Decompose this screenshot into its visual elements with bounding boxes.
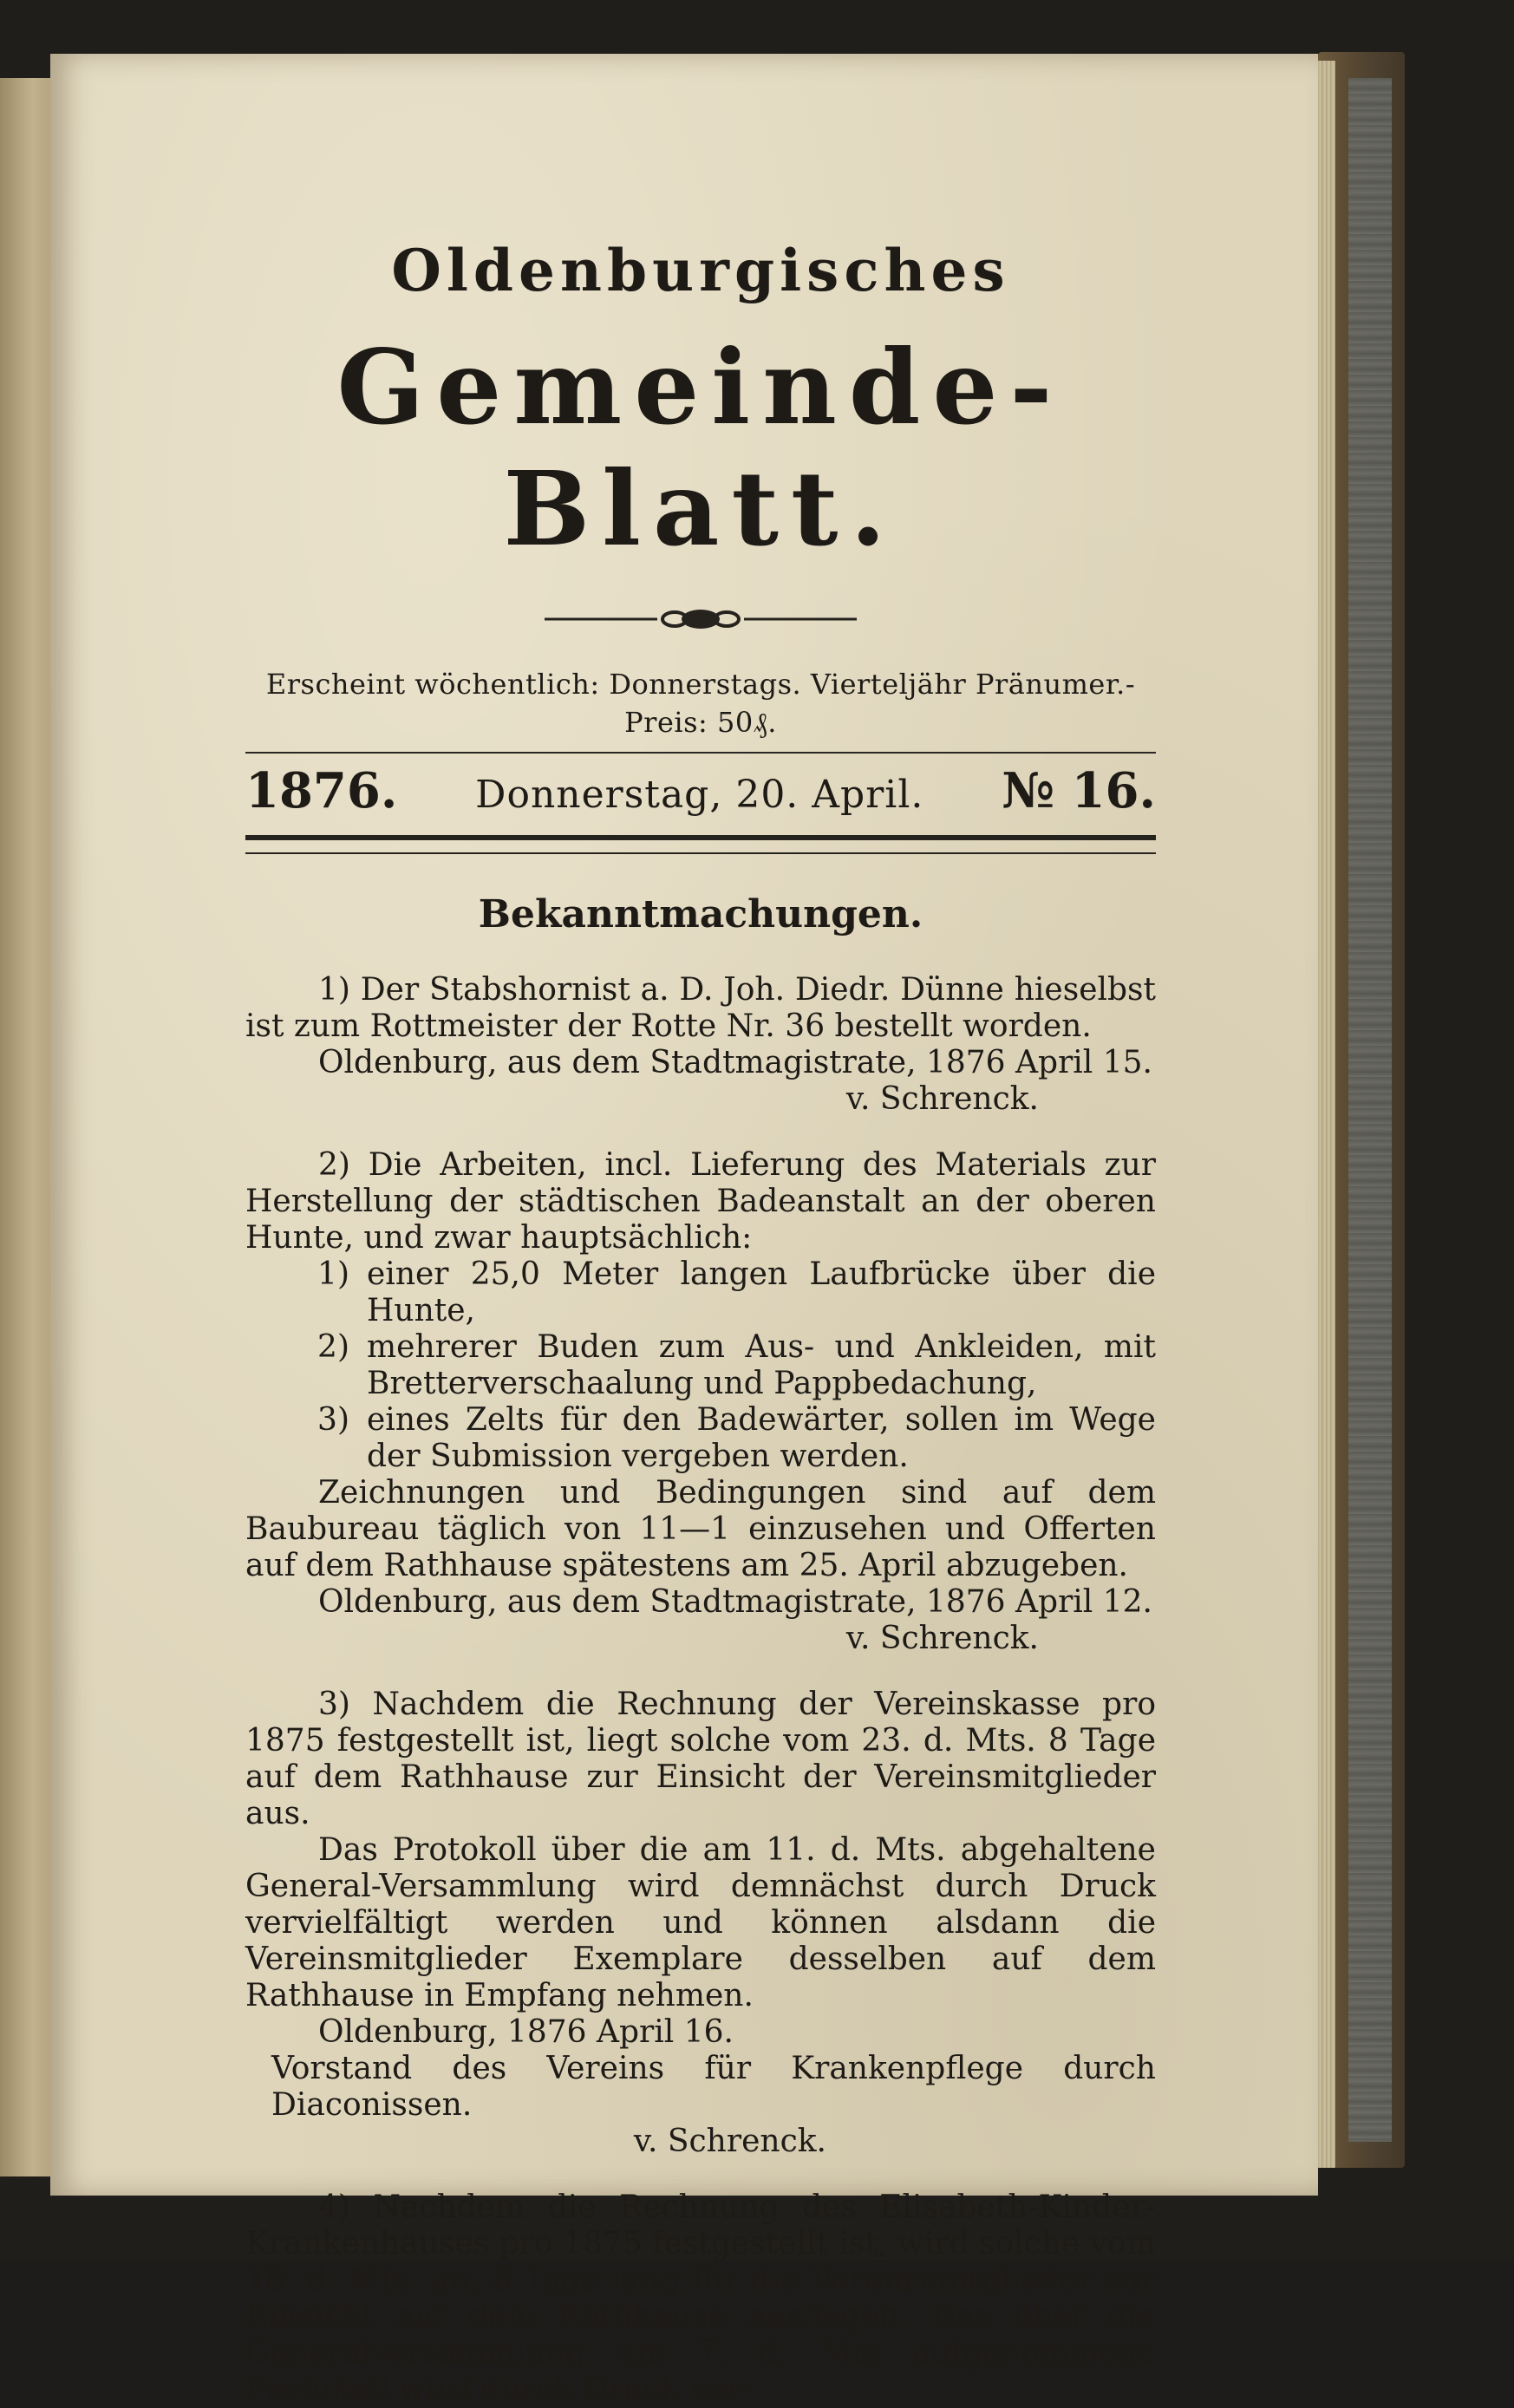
list-item-number: 2): [317, 1329, 349, 1365]
list-item-text: einer 25,0 Meter langen Laufbrücke über die Hunte,: [367, 1256, 1156, 1328]
list-item-number: 3): [317, 1402, 349, 1438]
notice-1-place-date: Oldenburg, aus dem Stadtmagistrate, 1876 April 15.: [318, 1045, 1152, 1080]
notice-2-intro: 2) Die Arbeiten, incl. Lieferung des Materials zur Herstellung der städtischen Badeanstalt an der oberen Hunte, und zwar hauptsächlich:: [245, 1147, 1156, 1256]
issue-year: 1876.: [245, 762, 398, 819]
page-content: [245, 232, 1156, 2408]
list-item: [245, 1402, 1156, 1475]
notice-1: [245, 972, 1156, 1118]
section-title: Bekanntmachungen.: [478, 892, 923, 936]
list-item-number: 1): [317, 1256, 349, 1292]
list-item-text: eines Zelts für den Badewärter, sollen im Wege der Submission vergeben werden.: [367, 1402, 1156, 1474]
issue-dateline: [245, 762, 1156, 823]
notice-1-signature: v. Schrenck.: [845, 1081, 1039, 1117]
issue-number: № 16.: [1002, 762, 1156, 819]
spacer: [245, 2160, 1156, 2189]
spacer: [245, 1657, 1156, 1687]
notice-3: [245, 1687, 1156, 2160]
notice-3-board: Vorstand des Vereins für Krankenpflege durch Diaconissen.: [271, 2051, 1156, 2123]
list-item-text: mehrerer Buden zum Aus- und Ankleiden, mit Bretterverschaalung und Pappbedachung,: [367, 1329, 1156, 1401]
issue-date: Donnerstag, 20. April.: [475, 773, 924, 817]
notice-2-body: Zeichnungen und Bedingungen sind auf dem Baubureau täglich von 11—1 einzusehen und Offerten auf dem Rathhause spätestens am 25. April abzugeben.: [245, 1475, 1156, 1583]
notice-4: [245, 2189, 1156, 2408]
book-spine: [1348, 78, 1392, 2142]
notice-3-signature: v. Schrenck.: [633, 2124, 826, 2159]
notices-body: [245, 972, 1156, 2408]
list-item: [245, 1256, 1156, 1329]
notice-3-place-date: Oldenburg, 1876 April 16.: [318, 2014, 734, 2050]
list-item: [245, 1329, 1156, 1402]
notice-4-text: 4) Nachdem die Rechnung des Elisabeth-Kinder-Krankenhauses pro 1875 festgestellt ist, wird solche vom 18. d. Mts. an, 8 Tage lang für die Vereinsmitglieder zur Einsicht auf dem Rathhause ausliegen. Das über die Generalversammlung am 7. d. Mts aufgenommene Protokoll wird durch Druck ver-: [245, 2189, 1156, 2407]
newspaper-page: [50, 54, 1318, 2407]
notice-1-text: 1) Der Stabshornist a. D. Joh. Diedr. Dünne hieselbst ist zum Rottmeister der Rotte Nr. 36 bestellt worden.: [245, 972, 1156, 1044]
spacer: [245, 1118, 1156, 1147]
ornament-divider-icon: [545, 606, 857, 632]
notice-3-body: Das Protokoll über die am 11. d. Mts. abgehaltene General-Versammlung wird demnächst durch Druck vervielfältigt werden und können alsdann die Vereinsmitglieder Exemplare desselben auf dem Rathhause in Empfang nehmen.: [245, 1832, 1156, 2013]
notice-2-place-date: Oldenburg, aus dem Stadtmagistrate, 1876 April 12.: [318, 1584, 1152, 1620]
double-rule-divider: [245, 835, 1156, 854]
notice-2: [245, 1147, 1156, 1657]
header-rule: [245, 752, 1156, 754]
notice-2-signature: v. Schrenck.: [845, 1621, 1039, 1656]
subscription-info: Erscheint wöchentlich: Donnerstags. Vierteljähr Pränumer.-Preis: 50₰.: [265, 668, 1136, 739]
left-page-edge: [0, 78, 54, 2176]
masthead-title: Gemeinde-Blatt.: [336, 327, 1065, 569]
notice-3-text: 3) Nachdem die Rechnung der Vereinskasse pro 1875 festgestellt ist, liegt solche vom 23. d. Mts. 8 Tage auf dem Rathhause zur Einsicht der Vereinsmitglieder aus.: [245, 1687, 1156, 1831]
masthead-subtitle: Oldenburgisches: [391, 237, 1010, 304]
